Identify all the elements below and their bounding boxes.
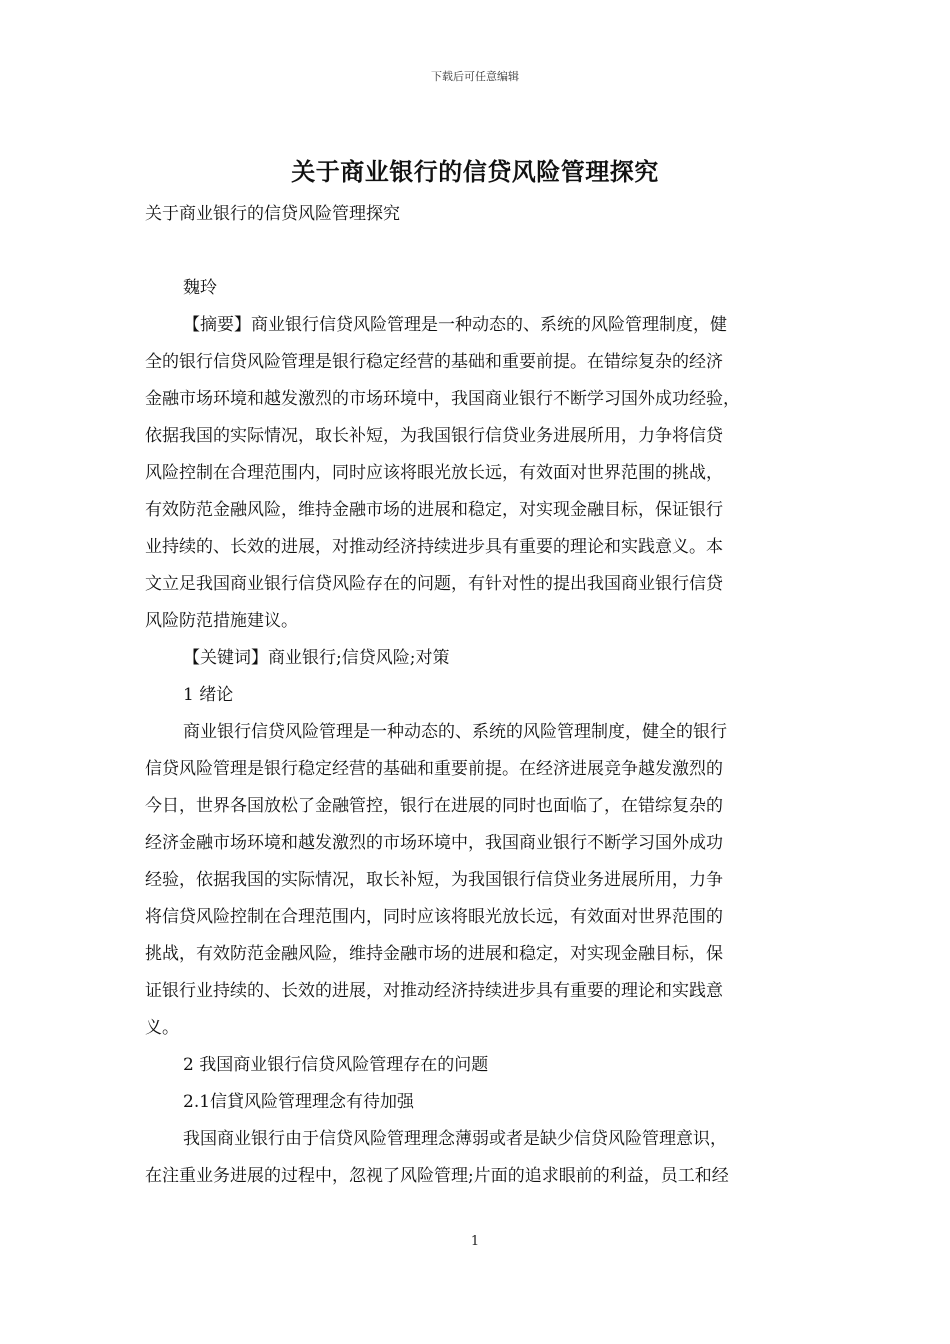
section2-1-paragraph [145, 1121, 817, 1195]
blank-line [145, 233, 817, 270]
header-note: 下载后可任意编辑 [431, 70, 519, 83]
abstract-paragraph [145, 307, 817, 640]
paragraph-line: 我国商业银行由于信贷风险管理理念薄弱或者是缺少信贷风险管理意识， [183, 1129, 727, 1149]
paragraph-line: 挑战，有效防范金融风险，维持金融市场的进展和稳定，对实现金融目标，保 [145, 944, 723, 964]
page-number: 1 [470, 1234, 480, 1249]
section-heading: 2 我国商业银行信贷风险管理存在的问题 [183, 1055, 489, 1075]
keywords-line: 【关键词】商业银行;信贷风险;对策 [183, 648, 450, 668]
author-name: 魏玲 [183, 278, 217, 298]
page-title: 关于商业银行的信贷风险管理探究 [291, 158, 659, 186]
paragraph-line: 证银行业持续的、长效的进展，对推动经济持续进步具有重要的理论和实践意 [145, 981, 723, 1001]
abstract-line: 金融市场环境和越发激烈的市场环境中，我国商业银行不断学习国外成功经验， [145, 389, 740, 409]
abstract-line: 业持续的、长效的进展，对推动经济持续进步具有重要的理论和实践意义。本 [145, 537, 723, 557]
paragraph-line: 商业银行信贷风险管理是一种动态的、系统的风险管理制度，健全的银行 [183, 722, 727, 742]
abstract-line: 依据我国的实际情况，取长补短，为我国银行信贷业务进展所用，力争将信贷 [145, 426, 723, 446]
subtitle-line: 关于商业银行的信贷风险管理探究 [145, 204, 400, 224]
paragraph-line: 义。 [145, 1018, 179, 1038]
abstract-line: 有效防范金融风险，维持金融市场的进展和稳定，对实现金融目标，保证银行 [145, 500, 723, 520]
abstract-line: 【摘要】商业银行信贷风险管理是一种动态的、系统的风险管理制度，健 [183, 315, 727, 335]
section-heading: 1 绪论 [183, 685, 234, 705]
abstract-line: 风险防范措施建议。 [145, 611, 298, 631]
paragraph-line: 经济金融市场环境和越发激烈的市场环境中，我国商业银行不断学习国外成功 [145, 833, 723, 853]
paragraph-line: 将信贷风险控制在合理范围内，同时应该将眼光放长远，有效面对世界范围的 [145, 907, 723, 927]
paragraph-line: 经验，依据我国的实际情况，取长补短，为我国银行信贷业务进展所用，力争 [145, 870, 723, 890]
abstract-line: 文立足我国商业银行信贷风险存在的问题，有针对性的提出我国商业银行信贷 [145, 574, 723, 594]
subsection-heading: 2.1信貸风险管理理念有待加强 [183, 1092, 415, 1112]
abstract-line: 风险控制在合理范围内，同时应该将眼光放长远，有效面对世界范围的挑战， [145, 463, 723, 483]
document-body [145, 196, 817, 1195]
paragraph-line: 今日，世界各国放松了金融管控，银行在进展的同时也面临了，在错综复杂的 [145, 796, 723, 816]
paragraph-line: 信贷风险管理是银行稳定经营的基础和重要前提。在经济进展竞争越发激烈的 [145, 759, 723, 779]
section1-paragraph [145, 714, 817, 1047]
abstract-line: 全的银行信贷风险管理是银行稳定经营的基础和重要前提。在错综复杂的经济 [145, 352, 723, 372]
paragraph-line: 在注重业务进展的过程中，忽视了风险管理;片面的追求眼前的利益，员工和经 [145, 1166, 729, 1186]
